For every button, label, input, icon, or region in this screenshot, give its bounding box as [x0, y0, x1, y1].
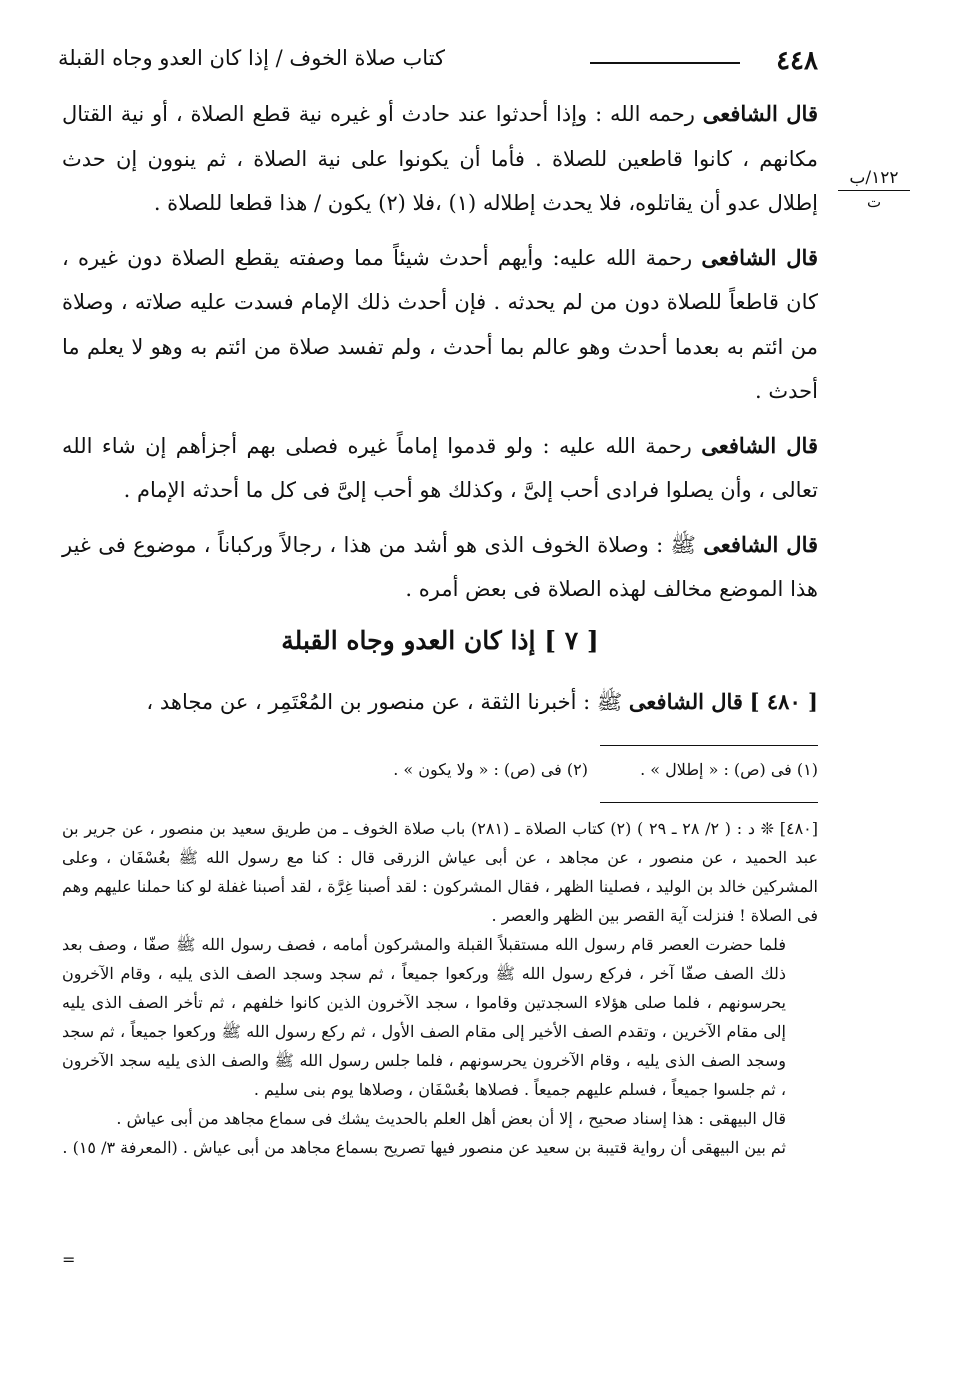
main-text	[62, 92, 818, 622]
page-number: ٤٤٨	[776, 46, 818, 76]
paragraph	[62, 92, 818, 226]
paragraph-text: رحمه الله : وإذا أحدثوا عند حادث أو غيره نية قطع الصلاة ، أو نية القتال مكانهم ، كانوا قاطعين للصلاة . فأما أن يكونوا على نية الصلاة ، ثم ينوون إن حدث إطلال عدو أن يقاتلوه، فلا يحدث إطلاله (١) ،فلا (٢) يكون / هذا قطعا للصلاة .	[62, 102, 818, 215]
takhrij-rule	[600, 802, 818, 803]
margin-folio-note	[838, 168, 910, 211]
takhrij-paragraph: فلما حضرت العصر قام رسول الله مستقبلاً القبلة والمشركون أمامه ، فصف رسول الله ﷺ صفّا ، وصف بعد ذلك الصف صفّا آخر ، فركع رسول الله ﷺ وركعوا جميعاً ، ثم سجد وسجد الصف الذى يليه ، وقام الآخرون يحرسونهم ، فلما صلى هؤلاء السجدتين وقاموا ، سجد الآخرون الذين كانوا خلفهم ، ثم تأخر الصف الذى يليه إلى مقام الآخرين ، وتقدم الصف الأخير إلى مقام الصف الأول ، ثم ركع رسول الله ﷺ وركعوا جميعاً ، ثم سجد وسجد الصف الذى يليه ، وقام الآخرون يحرسونهم ، فلما جلس رسول الله ﷺ والصف الذى يليه سجد الآخرون ، ثم جلسوا جميعاً ، فسلم عليهم جميعاً . فصلاها بعُسْفَان ، وصلاها يوم بنى سليم .	[62, 935, 787, 1099]
paragraph	[62, 236, 818, 414]
speaker-label: قال الشافعى	[702, 101, 818, 126]
hadith-opening	[62, 682, 818, 722]
section-heading: [ ٧ ] إذا كان العدو وجاه القبلة	[281, 626, 599, 655]
takhrij-paragraph: قال البيهقى : هذا إسناد صحيح ، إلا أن بعض أهل العلم بالحديث يشك فى سماع مجاهد من أبى عياش .	[116, 1109, 786, 1128]
footnote-1: (١) فى (ص) : « إطلال » .	[640, 760, 818, 779]
speaker-label: قال الشافعى	[703, 531, 819, 557]
paragraph-text: ﷺ : وصلاة الخوف الذى هو أشد من هذا ، رجالاً وركباناً ، موضوع فى غير هذا الموضع مخالف لهذه الصلاة فى بعض أمره .	[62, 532, 818, 601]
speaker-label: قال الشافعى	[628, 689, 743, 714]
header-rule	[590, 62, 740, 64]
footnote-rule	[600, 745, 818, 746]
footnote-2: (٢) فى (ص) : « ولا يكون » .	[393, 760, 588, 779]
running-title: كتاب صلاة الخوف / إذا كان العدو وجاه القبلة	[58, 46, 446, 70]
takhrij-notes	[62, 814, 818, 1162]
paragraph-text: رحمة الله عليه : ولو قدموا إماماً غيره فصلى بهم أجزأهم إن شاء الله تعالى ، وأن يصلوا فرادى أحب إلىَّ ، وكذلك هو أحب إلىَّ فى كل ما أحدثه الإمام .	[62, 433, 818, 502]
speaker-label: قال الشافعى	[701, 432, 818, 458]
takhrij-paragraph: [٤٨٠] ❊ د : ( ٢/ ٢٨ ـ ٢٩ ) (٢) كتاب الصلاة ـ (٢٨١) باب صلاة الخوف ـ من طريق سعيد بن منصور ، عن جرير بن عبد الحميد ، عن منصور ، عن مجاهد ، عن أبى عياش الزرقى قال : كنا مع رسول الله ﷺ بعُسْفَان ، وعلى المشركين خالد بن الوليد ، فصلينا الظهر ، فقال المشركون : لقد أصبنا غِرَّة ، لقد أصبنا غفلة لو كنا حملنا عليهم وهم فى الصلاة ! فنزلت آية القصر بين الظهر والعصر .	[62, 819, 819, 925]
hadith-number: [ ٤٨٠ ]	[749, 689, 818, 714]
speaker-label: قال الشافعى	[701, 244, 818, 270]
hadith-text: ﷺ : أخبرنا الثقة ، عن منصور بن المُعْتَمِر ، عن مجاهد ،	[146, 690, 629, 714]
paragraph	[62, 523, 818, 612]
margin-siglum: ت	[866, 193, 882, 211]
page-header	[58, 40, 818, 80]
continuation-mark: =	[62, 1250, 76, 1269]
paragraph	[62, 424, 818, 513]
margin-folio: ١٢٢/ب	[838, 168, 910, 191]
paragraph-text: رحمة الله عليه: وأيهم أحدث شيئاً مما وصفته يقطع الصلاة دون غيره ، كان قاطعاً للصلاة دون من لم يحدثه . فإن أحدث ذلك الإمام فسدت عليه صلاته ، وصلاة من ائتم به بعدما أحدث وهو عالم بما أحدث ، ولم تفسد صلاة من ائتم به وهو لا يعلم ما أحدث .	[62, 245, 818, 403]
takhrij-paragraph: ثم بين البيهقى أن رواية قتيبة بن سعيد عن منصور فيها تصريح بسماع مجاهد من أبى عياش . (المعرفة ٣/ ١٥) .	[62, 1138, 786, 1157]
